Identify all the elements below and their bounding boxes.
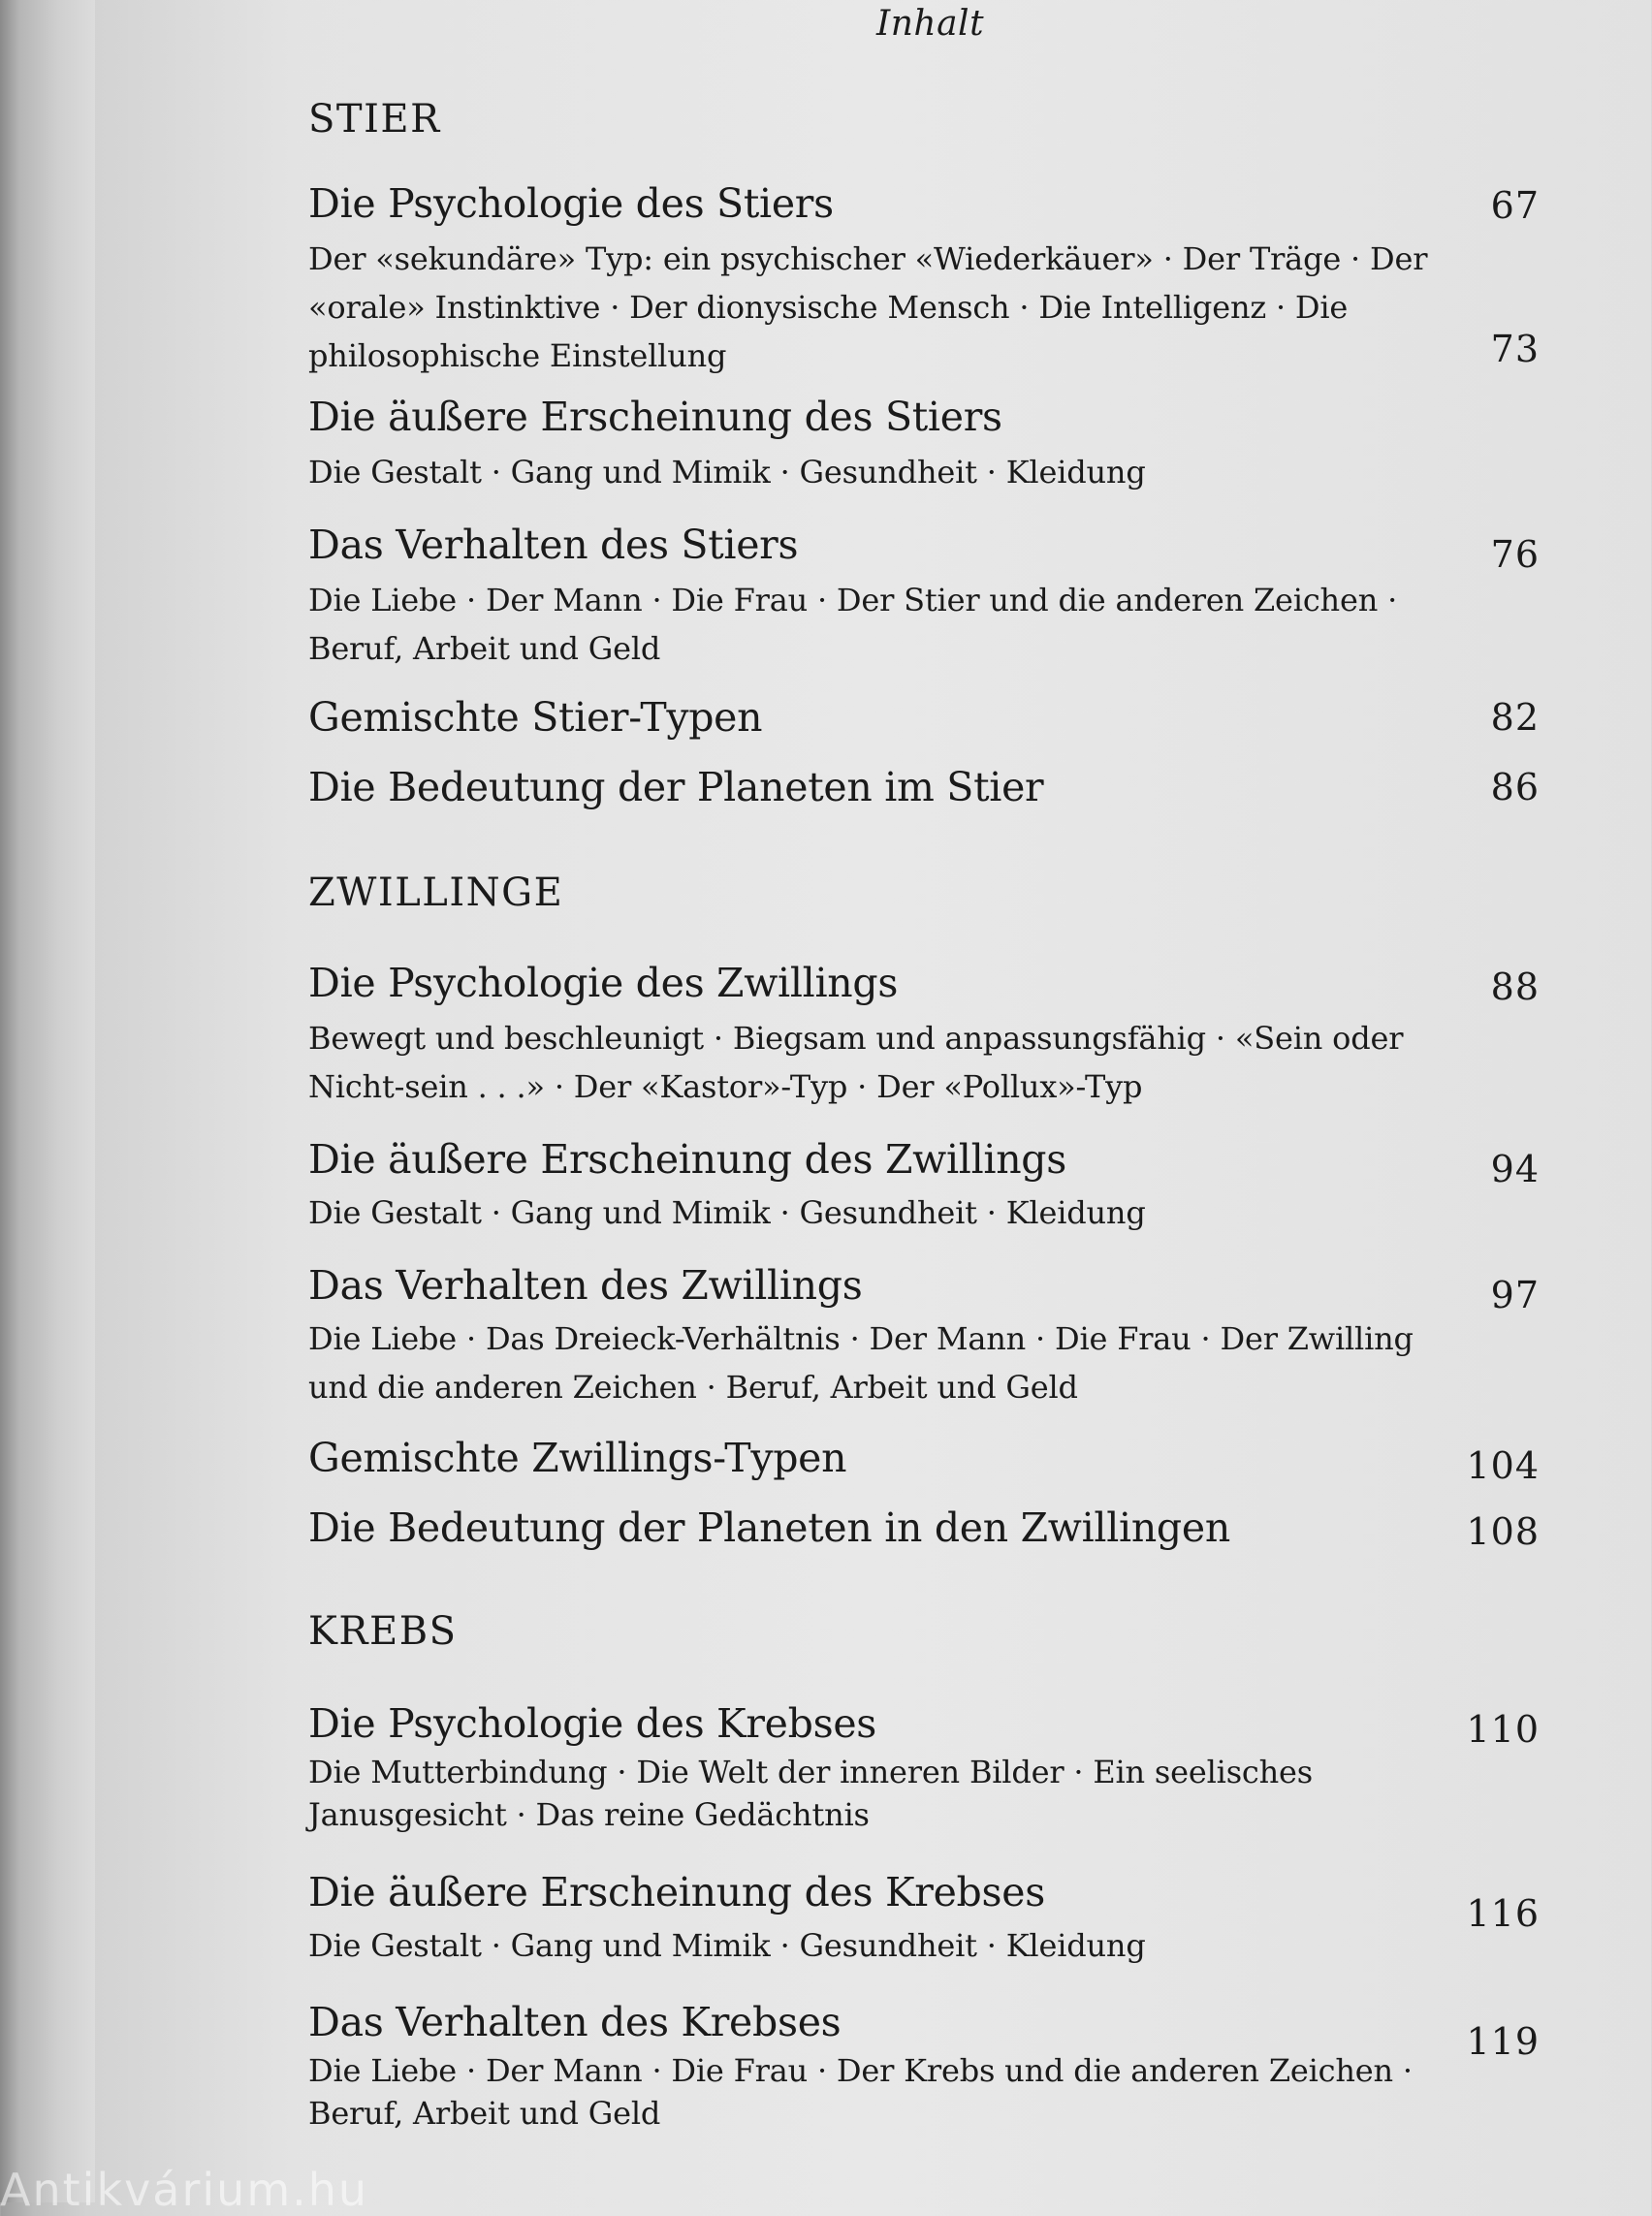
page-number: 82 [1490, 696, 1540, 739]
toc-entry [308, 1258, 1540, 1411]
entry-title: Das Verhalten des Krebses [308, 1999, 842, 2045]
page-number: 76 [1490, 533, 1540, 576]
entry-title: Die Psychologie des Zwillings [308, 960, 899, 1006]
page-number: 108 [1466, 1510, 1540, 1553]
page-number: 110 [1466, 1708, 1540, 1751]
entry-subtopics: Die Liebe · Das Dreieck-Verhältnis · Der Mann · Die Frau · Der Zwilling und die anderen Zeichen · Beruf, Arbeit und Geld [308, 1320, 1414, 1406]
entry-title: Gemischte Stier-Typen [308, 694, 763, 741]
page-number: 116 [1466, 1892, 1540, 1935]
section-title-zwillinge: ZWILLINGE [308, 871, 564, 915]
entry-subtopics: Die Mutterbindung · Die Welt der inneren Bilder · Ein seelisches Janusgesicht · Das reine Gedächtnis [308, 1754, 1314, 1833]
entry-title: Die Bedeutung der Planeten in den Zwillingen [308, 1504, 1230, 1551]
page-number: 94 [1490, 1148, 1540, 1190]
entry-subtopics: Die Liebe · Der Mann · Die Frau · Der Stier und die anderen Zeichen · Beruf, Arbeit und Geld [308, 582, 1398, 667]
toc-entry [308, 1132, 1540, 1237]
section-title-krebs: KREBS [308, 1609, 458, 1654]
toc-entry [308, 760, 1540, 814]
entry-title: Das Verhalten des Stiers [308, 522, 799, 568]
running-head: Inhalt [876, 4, 985, 44]
page-number: 73 [1490, 328, 1540, 370]
entry-title: Das Verhalten des Zwillings [308, 1262, 863, 1309]
page-number: 97 [1490, 1274, 1540, 1316]
toc-entry [308, 1865, 1540, 1970]
toc-entry [308, 1431, 1540, 1485]
page-number: 86 [1490, 766, 1540, 808]
entry-title: Die äußere Erscheinung des Stiers [308, 394, 1002, 440]
book-gutter [0, 0, 95, 2202]
toc-entry [308, 690, 1540, 744]
entry-title: Die Bedeutung der Planeten im Stier [308, 764, 1044, 810]
entry-subtopics: Bewegt und beschleunigt · Biegsam und anpassungsfähig · «Sein oder Nicht-sein . . .» · Der «Kastor»-Typ · Der «Pollux»-Typ [308, 1020, 1404, 1105]
entry-title: Die äußere Erscheinung des Krebses [308, 1869, 1045, 1915]
page-number: 104 [1466, 1444, 1540, 1487]
entry-title: Die Psychologie des Stiers [308, 180, 834, 227]
toc-entry [308, 1696, 1540, 1836]
entry-subtopics: Die Gestalt · Gang und Mimik · Gesundheit · Kleidung [308, 1927, 1146, 1964]
toc-entry [308, 1501, 1540, 1555]
entry-title: Die äußere Erscheinung des Zwillings [308, 1136, 1066, 1183]
entry-title: Die Psychologie des Krebses [308, 1700, 877, 1747]
toc-entry [308, 956, 1540, 1111]
section-title-stier: STIER [308, 97, 441, 142]
entry-subtopics: Der «sekundäre» Typ: ein psychischer «Wiederkäuer» · Der Träge · Der «orale» Instinktive · Der dionysische Mensch · Die Intelligenz · Die philosophische Einstellung [308, 240, 1428, 374]
entry-subtopics: Die Liebe · Der Mann · Die Frau · Der Krebs und die anderen Zeichen · Beruf, Arbeit und Geld [308, 2052, 1413, 2132]
toc-entry [308, 518, 1540, 673]
entry-subtopics: Die Gestalt · Gang und Mimik · Gesundheit · Kleidung [308, 454, 1146, 491]
page-number: 88 [1490, 966, 1540, 1008]
toc-entry [308, 390, 1540, 496]
entry-title: Gemischte Zwillings-Typen [308, 1435, 847, 1481]
page-number: 67 [1490, 184, 1540, 227]
watermark: Antikvárium.hu [0, 2164, 369, 2216]
entry-subtopics: Die Gestalt · Gang und Mimik · Gesundheit · Kleidung [308, 1194, 1146, 1231]
page-number: 119 [1466, 2020, 1540, 2063]
toc-entry [308, 176, 1540, 380]
toc-entry [308, 1995, 1540, 2135]
